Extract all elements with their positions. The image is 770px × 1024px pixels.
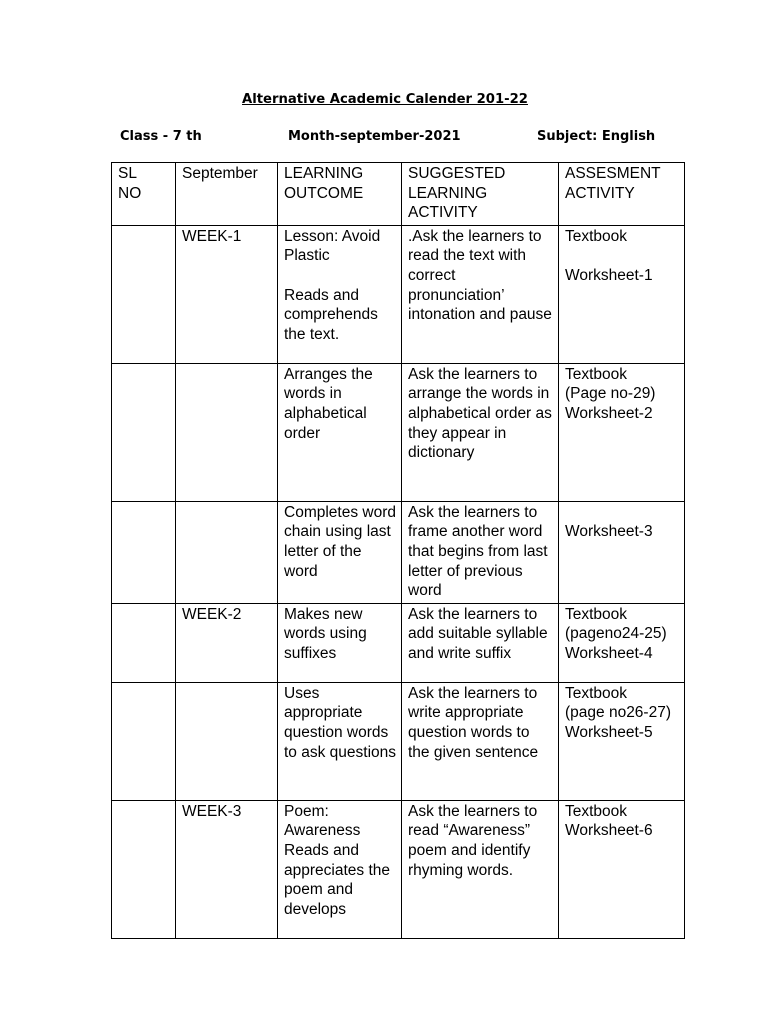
header-sl-no: [112, 163, 176, 226]
assessment-worksheet: Worksheet-5: [565, 723, 653, 741]
week-cell: WEEK-2: [176, 603, 278, 682]
assessment-page: (page no26-27): [565, 704, 671, 722]
assessment-textbook: Textbook: [565, 605, 628, 623]
assessment-cell: [559, 800, 685, 938]
header-month: September: [176, 163, 278, 226]
activity-cell: Ask the learners to frame another word that begins from last letter of previous word: [402, 501, 559, 603]
assessment-cell: [559, 225, 685, 363]
assessment-textbook: Textbook: [565, 365, 628, 383]
table-row: [112, 363, 685, 501]
assessment-page: (Page no-29): [565, 385, 656, 403]
assessment-cell: [559, 363, 685, 501]
class-label: Class - 7 th: [120, 129, 202, 144]
activity-cell: Ask the learners to arrange the words in alphabetical order as they appear in dictionary: [402, 363, 559, 501]
week-cell: WEEK-3: [176, 800, 278, 938]
outcome-cell: [278, 225, 402, 363]
assessment-worksheet: Worksheet-6: [565, 822, 653, 840]
subject-label: Subject: English: [537, 129, 656, 144]
title-text: Alternative Academic Calender 201-22: [242, 92, 528, 107]
week-cell: [176, 682, 278, 800]
table-row: [112, 225, 685, 363]
assessment-textbook: Textbook: [565, 684, 628, 702]
table-row: [112, 501, 685, 603]
sl-cell: [112, 501, 176, 603]
activity-cell: Ask the learners to add suitable syllable and write suffix: [402, 603, 559, 682]
activity-cell: Ask the learners to read “Awareness” poem and identify rhyming words.: [402, 800, 559, 938]
assessment-worksheet: Worksheet-4: [565, 644, 653, 662]
outcome-cell: Makes new words using suffixes: [278, 603, 402, 682]
assessment-worksheet: Worksheet-2: [565, 404, 653, 422]
header-outcome-line-2: OUTCOME: [284, 184, 364, 202]
header-assessment-activity: [559, 163, 685, 226]
outcome-text: Reads and comprehends the text.: [284, 286, 378, 343]
activity-cell: Ask the learners to write appropriate question words to the given sentence: [402, 682, 559, 800]
table-row: [112, 800, 685, 938]
activity-cell: .Ask the learners to read the text with correct pronunciation’ intonation and pause: [402, 225, 559, 363]
header-activity-line-2: LEARNING: [408, 184, 488, 202]
spacer: [565, 246, 679, 266]
assessment-worksheet: Worksheet-1: [565, 266, 653, 284]
sl-cell: [112, 225, 176, 363]
header-sl-line: SL: [118, 165, 137, 182]
outcome-cell: Uses appropriate question words to ask questions: [278, 682, 402, 800]
table-row: [112, 603, 685, 682]
header-activity-line-1: SUGGESTED: [408, 165, 506, 182]
week-cell: [176, 501, 278, 603]
week-cell: WEEK-1: [176, 225, 278, 363]
outcome-cell: Arranges the words in alphabetical order: [278, 363, 402, 501]
assessment-textbook: Textbook: [565, 227, 628, 245]
header-suggested-activity: [402, 163, 559, 226]
assessment-cell: [559, 682, 685, 800]
outcome-cell: Completes word chain using last letter of the word: [278, 501, 402, 603]
assessment-worksheet: Worksheet-3: [565, 523, 653, 541]
sl-cell: [112, 603, 176, 682]
outcome-text: Reads and appreciates the poem and develops: [284, 841, 390, 918]
outcome-poem: Poem: Awareness: [284, 802, 361, 840]
assessment-cell: [559, 501, 685, 603]
sl-cell: [112, 800, 176, 938]
sl-cell: [112, 363, 176, 501]
header-assessment-line-1: ASSESMENT: [565, 165, 661, 182]
spacer: [284, 266, 396, 286]
spacer: [565, 503, 679, 523]
header-no-line: NO: [118, 184, 142, 202]
header-learning-outcome: [278, 163, 402, 226]
assessment-cell: [559, 603, 685, 682]
header-assessment-line-2: ACTIVITY: [565, 184, 635, 202]
calendar-table: [111, 162, 685, 939]
month-label: Month-september-2021: [288, 129, 461, 144]
table-header-row: [112, 163, 685, 226]
header-outcome-line-1: LEARNING: [284, 165, 364, 182]
document-title: [0, 92, 770, 107]
header-activity-line-3: ACTIVITY: [408, 204, 478, 222]
table-row: [112, 682, 685, 800]
outcome-lesson: Lesson: Avoid Plastic: [284, 227, 381, 265]
sl-cell: [112, 682, 176, 800]
outcome-cell: [278, 800, 402, 938]
assessment-textbook: Textbook: [565, 802, 628, 820]
week-cell: [176, 363, 278, 501]
assessment-page: (pageno24-25): [565, 625, 667, 643]
